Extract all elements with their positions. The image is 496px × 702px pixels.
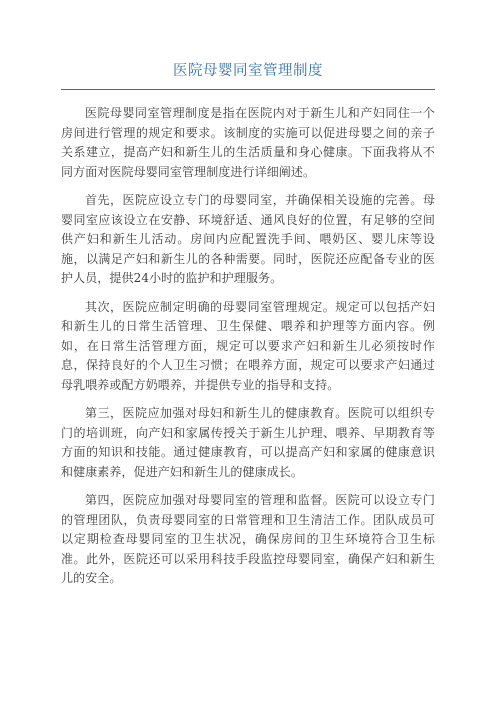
paragraph-health-education: 第三，医院应加强对母妇和新生儿的健康教育。医院可以组织专门的培训班，向产妇和家属传授关于新生儿护理、喂养、早期教育等方面的知识和技能。通过健康教育，可以提高产妇和家属的健康意识和健康素养，促进产妇和新生儿的健康成长。 [61,406,435,479]
document-title: 医院母婴同室管理制度 [173,63,323,79]
paragraph-facilities: 首先，医院应设立专门的母婴同室，并确保相关设施的完善。母婴同室应该设立在安静、环境舒适、通风良好的位置，有足够的空间供产妇和新生儿活动。房间内应配置洗手间、喂奶区、婴儿床等设施，以满足产妇和新生儿的各种需要。同时，医院还应配备专业的医护人员，提供24小时的监护和护理服务。 [61,193,435,285]
paragraph-intro: 医院母婴同室管理制度是指在医院内对于新生儿和产妇同住一个房间进行管理的规定和要求。该制度的实施可以促进母婴之间的亲子关系建立，提高产妇和新生儿的生活质量和身心健康。下面我将从不同方面对医院母婴同室管理制度进行详细阐述。 [61,106,435,179]
paragraph-regulations: 其次，医院应制定明确的母婴同室管理规定。规定可以包括产妇和新生儿的日常生活管理、卫生保健、喂养和护理等方面内容。例如，在日常生活管理方面，规定可以要求产妇和新生儿必须按时作息，保持良好的个人卫生习惯；在喂养方面，规定可以要求产妇通过母乳喂养或配方奶喂养，并提供专业的指导和支持。 [61,299,435,392]
document-body [61,104,435,589]
paragraph-supervision: 第四，医院应加强对母婴同室的管理和监督。医院可以设立专门的管理团队，负责母婴同室的日常管理和卫生清洁工作。团队成员可以定期检查母婴同室的卫生状况，确保房间的卫生环境符合卫生标准。此外，医院还可以采用科技手段监控母婴同室，确保产妇和新生儿的安全。 [61,493,435,585]
title-underline [61,89,435,90]
